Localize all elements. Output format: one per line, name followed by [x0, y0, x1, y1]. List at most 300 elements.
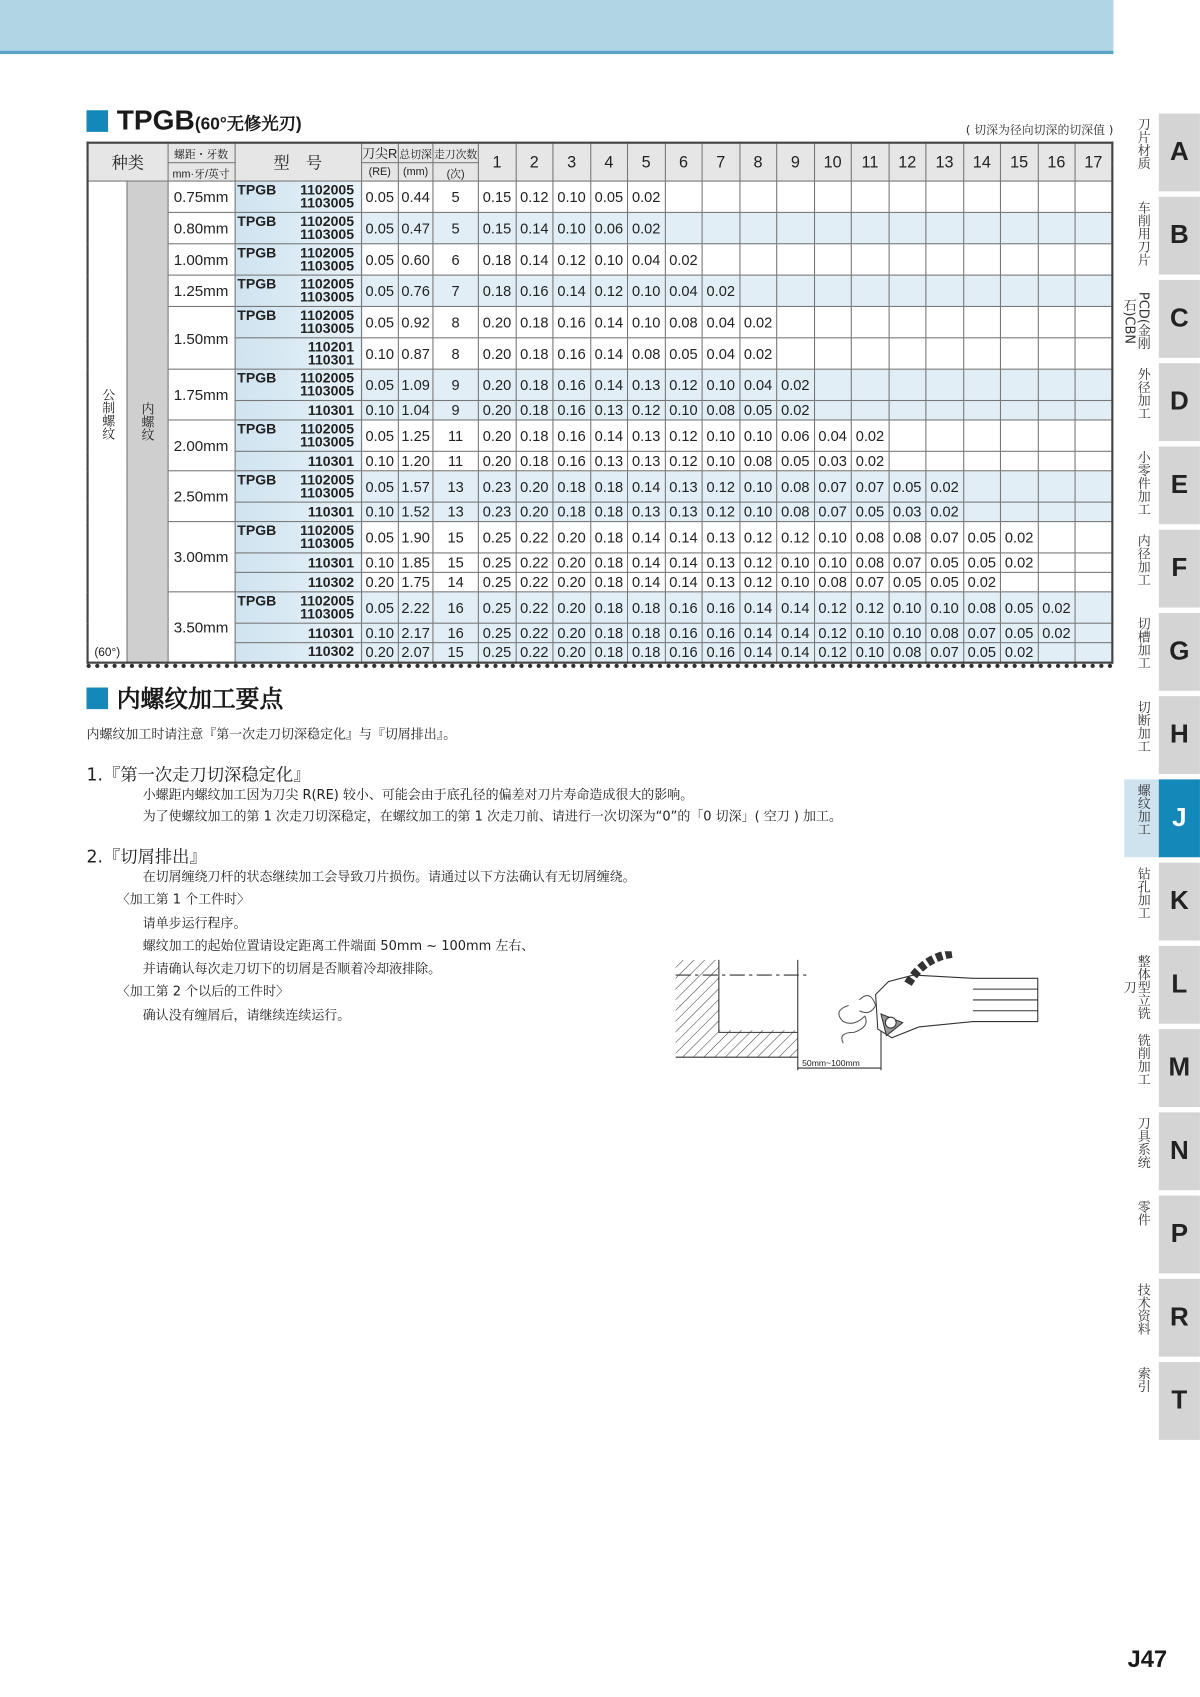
pass-depth-cell: [889, 401, 926, 420]
pass-depth-cell: [814, 401, 851, 420]
pass-depth-cell: 0.02: [777, 369, 814, 400]
pass-depth-cell: [1038, 401, 1075, 420]
model-cell: [235, 522, 361, 553]
header-pass-14: 14: [963, 143, 1000, 181]
pass-depth-cell: [889, 212, 926, 243]
pass-depth-cell: 0.18: [516, 451, 553, 470]
table-row: [88, 244, 1113, 275]
pass-depth-cell: 0.12: [702, 502, 739, 521]
pass-depth-cell: 0.10: [889, 592, 926, 623]
pass-depth-cell: [777, 181, 814, 212]
model-code: 110301: [307, 503, 355, 520]
pitch-cell: 1.25mm: [168, 275, 235, 306]
pass-depth-cell: 0.05: [1000, 623, 1037, 642]
pass-depth-cell: [963, 451, 1000, 470]
pass-depth-cell: 0.05: [665, 338, 702, 369]
pass-depth-cell: [777, 306, 814, 337]
pass-depth-cell: 0.05: [926, 553, 963, 572]
passes-cell: 14: [433, 572, 479, 591]
pitch-cell: 3.00mm: [168, 522, 235, 592]
re-cell: 0.20: [361, 643, 398, 662]
pass-depth-cell: 0.12: [739, 572, 776, 591]
model-code: 110302: [307, 573, 355, 590]
pass-depth-cell: [889, 420, 926, 451]
passes-cell: 6: [433, 244, 479, 275]
pass-depth-cell: [814, 244, 851, 275]
pass-depth-cell: [1000, 451, 1037, 470]
pass-depth-cell: 0.08: [814, 572, 851, 591]
pass-depth-cell: [926, 244, 963, 275]
pass-depth-cell: 0.14: [590, 420, 627, 451]
passes-cell: 16: [433, 592, 479, 623]
pass-depth-cell: 0.13: [665, 471, 702, 502]
pass-depth-cell: [926, 275, 963, 306]
dotted-divider: [86, 664, 1113, 668]
pass-depth-cell: 0.08: [665, 306, 702, 337]
pass-depth-cell: [1000, 275, 1037, 306]
pass-depth-cell: [1038, 522, 1075, 553]
pass-depth-cell: 0.14: [628, 553, 665, 572]
pass-depth-cell: 0.13: [628, 420, 665, 451]
re-cell: 0.05: [361, 306, 398, 337]
pass-depth-cell: 0.10: [926, 592, 963, 623]
pass-depth-cell: 0.18: [478, 275, 515, 306]
model-prefix: TPGB: [237, 471, 277, 488]
pass-depth-cell: 0.08: [889, 522, 926, 553]
sidebar-tab-label: 刀具系统: [1136, 1116, 1152, 1169]
pass-depth-cell: 0.10: [739, 471, 776, 502]
header-pass-11: 11: [851, 143, 888, 181]
pass-depth-cell: 0.02: [1000, 643, 1037, 662]
pass-depth-cell: 0.13: [702, 572, 739, 591]
pass-depth-cell: 0.05: [851, 502, 888, 521]
category-metric-thread: [88, 181, 127, 662]
pass-depth-cell: 0.20: [478, 401, 515, 420]
pass-depth-cell: 0.12: [814, 643, 851, 662]
pass-depth-cell: 0.10: [739, 420, 776, 451]
pass-depth-cell: [739, 275, 776, 306]
pass-depth-cell: 0.02: [628, 181, 665, 212]
pass-depth-cell: 0.12: [516, 181, 553, 212]
header-re-top: 刀尖R: [361, 143, 398, 163]
pass-depth-cell: 0.14: [665, 522, 702, 553]
pass-depth-cell: 0.12: [628, 401, 665, 420]
model-prefix: TPGB: [237, 212, 277, 230]
pass-depth-cell: [777, 275, 814, 306]
sidebar-tab-label: 零件: [1136, 1199, 1152, 1226]
pass-depth-cell: 0.02: [851, 420, 888, 451]
distance-label: 50mm~100mm: [802, 1057, 860, 1068]
sidebar-tab-m[interactable]: [1124, 1029, 1200, 1107]
pass-depth-cell: 0.16: [665, 623, 702, 642]
title-square-icon: [86, 687, 108, 709]
pass-depth-cell: [926, 420, 963, 451]
pass-depth-cell: [1038, 244, 1075, 275]
pass-depth-cell: [1038, 643, 1075, 662]
model-prefix: TPGB: [237, 244, 277, 261]
pass-depth-cell: 0.02: [963, 572, 1000, 591]
header-pass-1: 1: [478, 143, 515, 181]
pass-depth-cell: 0.04: [628, 244, 665, 275]
pass-depth-cell: [1038, 420, 1075, 451]
pass-depth-cell: [851, 306, 888, 337]
pass-depth-cell: 0.08: [777, 471, 814, 502]
model-code: 1102005: [300, 244, 355, 261]
pass-depth-cell: 0.18: [553, 471, 590, 502]
pass-depth-cell: 0.02: [1000, 553, 1037, 572]
title-square-icon: [86, 110, 108, 132]
pass-depth-cell: 0.16: [553, 306, 590, 337]
pass-depth-cell: 0.20: [516, 471, 553, 502]
table-row: [88, 553, 1113, 572]
pass-depth-cell: 0.10: [777, 572, 814, 591]
pass-depth-cell: [1000, 401, 1037, 420]
pass-depth-cell: 0.25: [478, 572, 515, 591]
model-cell: [235, 623, 361, 642]
pass-depth-cell: 0.18: [590, 592, 627, 623]
pass-depth-cell: 0.16: [702, 643, 739, 662]
passes-cell: 13: [433, 502, 479, 521]
pass-depth-cell: [926, 181, 963, 212]
pass-depth-cell: [665, 212, 702, 243]
sidebar-tab-d[interactable]: [1124, 363, 1200, 441]
pass-depth-cell: 0.10: [739, 502, 776, 521]
pass-depth-cell: 0.08: [963, 592, 1000, 623]
pass-depth-cell: [1038, 369, 1075, 400]
re-cell: 0.05: [361, 471, 398, 502]
category-1-label: 公制螺纹: [100, 387, 116, 440]
table-row: [88, 181, 1113, 212]
pass-depth-cell: 0.20: [553, 592, 590, 623]
re-cell: 0.05: [361, 522, 398, 553]
header-pass-12: 12: [889, 143, 926, 181]
pass-depth-cell: 0.08: [851, 553, 888, 572]
pass-depth-cell: 0.05: [963, 553, 1000, 572]
sidebar-tab-j[interactable]: [1124, 779, 1200, 857]
model-prefix: TPGB: [237, 275, 277, 292]
pass-depth-cell: 0.02: [665, 244, 702, 275]
pass-depth-cell: 0.22: [516, 572, 553, 591]
pass-depth-cell: 0.14: [665, 553, 702, 572]
sidebar-tab-p[interactable]: [1124, 1196, 1200, 1274]
pass-depth-cell: 0.12: [739, 553, 776, 572]
depth-cell: 1.20: [398, 451, 432, 470]
pass-depth-cell: 0.14: [590, 369, 627, 400]
pass-depth-cell: 0.20: [478, 338, 515, 369]
pass-depth-cell: [926, 451, 963, 470]
pass-depth-cell: 0.13: [702, 553, 739, 572]
pass-depth-cell: 0.02: [702, 275, 739, 306]
pass-depth-cell: 0.22: [516, 643, 553, 662]
pitch-cell: 0.75mm: [168, 181, 235, 212]
sidebar-tab-e[interactable]: [1124, 446, 1200, 524]
header-band: [0, 0, 1113, 54]
pass-depth-cell: [1000, 572, 1037, 591]
model-code: 110301: [307, 624, 355, 641]
pass-depth-cell: 0.05: [889, 471, 926, 502]
pass-depth-cell: 0.20: [553, 522, 590, 553]
pass-depth-cell: [1000, 420, 1037, 451]
model-code: 1103005: [300, 225, 355, 243]
pass-depth-cell: 0.18: [590, 623, 627, 642]
pass-depth-cell: 0.10: [814, 553, 851, 572]
pass-depth-cell: [963, 275, 1000, 306]
pass-depth-cell: 0.25: [478, 553, 515, 572]
pass-depth-cell: 0.22: [516, 623, 553, 642]
sidebar-tab-letter: J: [1159, 779, 1200, 857]
pass-depth-cell: [814, 212, 851, 243]
pass-depth-cell: 0.05: [889, 572, 926, 591]
pass-depth-cell: [926, 401, 963, 420]
point2-sub2: 〈加工第 2 个以后的工件时〉: [116, 983, 289, 999]
pitch-cell: 3.50mm: [168, 592, 235, 662]
table-body: [88, 181, 1113, 662]
sidebar-tab-label: 切槽加工: [1136, 617, 1152, 670]
model-code: 1102005: [300, 420, 355, 437]
pass-depth-cell: 0.18: [590, 572, 627, 591]
point2-heading: 2.『切屑排出』: [86, 846, 207, 867]
sidebar-tab-l[interactable]: [1124, 946, 1200, 1024]
sidebar-tab-letter: H: [1159, 696, 1200, 774]
model-cell: [235, 643, 361, 662]
title-main: TPGB: [116, 103, 195, 137]
pass-depth-cell: 0.14: [628, 522, 665, 553]
header-passes-top: 走刀次数: [433, 143, 479, 163]
pass-depth-cell: [963, 401, 1000, 420]
pass-depth-cell: 0.08: [851, 522, 888, 553]
pass-depth-cell: [1075, 369, 1112, 400]
pass-depth-cell: 0.05: [590, 181, 627, 212]
pass-depth-cell: 0.02: [1000, 522, 1037, 553]
pass-depth-cell: 0.14: [777, 623, 814, 642]
depth-cell: 2.22: [398, 592, 432, 623]
point2-sub1: 〈加工第 1 个工件时〉: [116, 891, 250, 907]
pass-depth-cell: 0.04: [814, 420, 851, 451]
pass-depth-cell: 0.18: [590, 471, 627, 502]
header-pass-4: 4: [590, 143, 627, 181]
passes-cell: 15: [433, 643, 479, 662]
pass-depth-cell: 0.12: [739, 522, 776, 553]
pass-depth-cell: 0.04: [702, 338, 739, 369]
point2-sub1-line3: 并请确认每次走刀切下的切屑是否顺着冷却液排除。: [142, 961, 442, 977]
table-row: [88, 592, 1113, 623]
model-prefix: TPGB: [237, 420, 277, 437]
pass-depth-cell: [851, 275, 888, 306]
re-cell: 0.05: [361, 181, 398, 212]
pass-depth-cell: 0.20: [553, 553, 590, 572]
pass-depth-cell: 0.02: [1038, 623, 1075, 642]
sidebar-tab-f[interactable]: [1124, 530, 1200, 608]
sidebar-tab-letter: C: [1159, 280, 1200, 358]
pass-depth-cell: 0.18: [590, 502, 627, 521]
sidebar-tab-letter: D: [1159, 363, 1200, 441]
model-cell: [235, 181, 361, 212]
sidebar-tab-n[interactable]: [1124, 1112, 1200, 1190]
pitch-cell: 2.50mm: [168, 471, 235, 522]
pass-depth-cell: 0.10: [553, 181, 590, 212]
pass-depth-cell: [1038, 572, 1075, 591]
pass-depth-cell: 0.22: [516, 522, 553, 553]
pass-depth-cell: 0.18: [628, 643, 665, 662]
passes-cell: 15: [433, 553, 479, 572]
pass-depth-cell: 0.18: [516, 306, 553, 337]
header-pass-9: 9: [777, 143, 814, 181]
pass-depth-cell: 0.10: [628, 306, 665, 337]
model-code: 1102005: [300, 369, 355, 386]
pass-depth-cell: [1075, 451, 1112, 470]
pass-depth-cell: 0.07: [814, 502, 851, 521]
pitch-cell: 2.00mm: [168, 420, 235, 471]
model-cell: [235, 451, 361, 470]
table-row: [88, 306, 1113, 337]
model-code: 1103005: [300, 194, 355, 211]
pass-depth-cell: [1038, 275, 1075, 306]
pass-depth-cell: 0.18: [590, 643, 627, 662]
sidebar-tab-g[interactable]: [1124, 613, 1200, 691]
re-cell: 0.05: [361, 275, 398, 306]
pass-depth-cell: [1000, 338, 1037, 369]
pass-depth-cell: 0.18: [590, 522, 627, 553]
table-row: [88, 471, 1113, 502]
model-cell: [235, 306, 361, 337]
sidebar-tab-h[interactable]: [1124, 696, 1200, 774]
pass-depth-cell: [1075, 553, 1112, 572]
pass-depth-cell: 0.10: [553, 212, 590, 243]
pass-depth-cell: 0.22: [516, 553, 553, 572]
pass-depth-cell: [889, 369, 926, 400]
sidebar-tab-label: 铣削加工: [1136, 1033, 1152, 1086]
pass-depth-cell: 0.12: [553, 244, 590, 275]
pass-depth-cell: [926, 212, 963, 243]
section-title-internal-thread: [86, 681, 283, 715]
pass-depth-cell: [1038, 306, 1075, 337]
pass-depth-cell: [665, 181, 702, 212]
pass-depth-cell: [702, 181, 739, 212]
depth-cell: 0.60: [398, 244, 432, 275]
pass-depth-cell: 0.13: [590, 451, 627, 470]
sidebar-tab-letter: G: [1159, 613, 1200, 691]
pass-depth-cell: 0.12: [814, 592, 851, 623]
pass-depth-cell: [1000, 502, 1037, 521]
sidebar-tab-label: 外径加工: [1136, 367, 1152, 420]
sidebar-tab-letter: A: [1159, 114, 1200, 192]
pass-depth-cell: [1038, 338, 1075, 369]
pass-depth-cell: 0.25: [478, 592, 515, 623]
passes-cell: 11: [433, 420, 479, 451]
pass-depth-cell: [1000, 471, 1037, 502]
pass-depth-cell: 0.20: [553, 623, 590, 642]
pass-depth-cell: [814, 369, 851, 400]
pass-depth-cell: 0.18: [478, 244, 515, 275]
pass-depth-cell: 0.14: [628, 572, 665, 591]
pass-depth-cell: 0.04: [702, 306, 739, 337]
pass-depth-cell: [1038, 181, 1075, 212]
header-model: 型 号: [235, 143, 361, 181]
pass-depth-cell: 0.16: [553, 369, 590, 400]
pass-depth-cell: 0.10: [702, 451, 739, 470]
header-pass-8: 8: [739, 143, 776, 181]
pass-depth-cell: 0.05: [1000, 592, 1037, 623]
model-cell: [235, 471, 361, 502]
pass-depth-cell: 0.10: [628, 275, 665, 306]
pass-depth-cell: [926, 338, 963, 369]
pass-depth-cell: 0.13: [628, 369, 665, 400]
pass-depth-cell: 0.13: [628, 451, 665, 470]
pass-depth-cell: 0.06: [777, 420, 814, 451]
pass-depth-cell: 0.23: [478, 502, 515, 521]
pass-depth-cell: [926, 306, 963, 337]
pass-depth-cell: [963, 369, 1000, 400]
sidebar-tab-letter: K: [1159, 863, 1200, 941]
pass-depth-cell: [851, 181, 888, 212]
pass-depth-cell: [889, 338, 926, 369]
header-re-bottom: (RE): [361, 163, 398, 181]
header-depth-top: 总切深: [398, 143, 432, 163]
pass-depth-cell: 0.16: [516, 275, 553, 306]
sidebar-tab-r[interactable]: [1124, 1279, 1200, 1357]
pass-depth-cell: 0.14: [777, 643, 814, 662]
pass-depth-cell: 0.02: [926, 502, 963, 521]
pass-depth-cell: 0.08: [889, 643, 926, 662]
pitch-cell: 0.80mm: [168, 212, 235, 243]
pass-depth-cell: 0.10: [702, 369, 739, 400]
pass-depth-cell: [777, 212, 814, 243]
point2-sub2-line1: 确认没有缠屑后，请继续连续运行。: [142, 1007, 351, 1023]
re-cell: 0.05: [361, 420, 398, 451]
pass-depth-cell: 0.08: [739, 451, 776, 470]
passes-cell: 5: [433, 181, 479, 212]
category-2-label: 内螺纹: [139, 401, 156, 441]
sidebar-tab-b[interactable]: [1124, 197, 1200, 275]
pass-depth-cell: [851, 212, 888, 243]
sidebar-tab-letter: E: [1159, 446, 1200, 524]
table-row: [88, 572, 1113, 591]
depth-cell: 1.85: [398, 553, 432, 572]
pitch-cell: 1.75mm: [168, 369, 235, 420]
model-cell: [235, 420, 361, 451]
pass-depth-cell: 0.14: [739, 592, 776, 623]
header-pass-17: 17: [1075, 143, 1112, 181]
sidebar-tab-label: 钻孔加工: [1136, 866, 1152, 919]
passes-cell: 9: [433, 401, 479, 420]
model-code: 110201: [307, 338, 355, 355]
model-cell: [235, 553, 361, 572]
model-cell: [235, 244, 361, 275]
sidebar-tab-c[interactable]: [1124, 280, 1200, 358]
pass-depth-cell: [963, 244, 1000, 275]
header-depth-bottom: (mm): [398, 163, 432, 181]
pass-depth-cell: 0.10: [851, 623, 888, 642]
pass-depth-cell: [1075, 212, 1112, 243]
pass-depth-cell: 0.14: [553, 275, 590, 306]
sidebar-tab-a[interactable]: [1124, 114, 1200, 192]
intro-text: 内螺纹加工时请注意『第一次走刀切深稳定化』与『切屑排出』。: [86, 726, 457, 742]
pass-depth-cell: [1000, 212, 1037, 243]
header-pass-7: 7: [702, 143, 739, 181]
model-code: 110301: [307, 554, 355, 571]
sidebar-tab-k[interactable]: [1124, 863, 1200, 941]
pass-depth-cell: 0.15: [478, 212, 515, 243]
section-title-tpgb: [86, 104, 301, 138]
pass-depth-cell: 0.14: [628, 471, 665, 502]
model-code: 1102005: [300, 212, 355, 230]
re-cell: 0.10: [361, 623, 398, 642]
pass-depth-cell: [889, 244, 926, 275]
sidebar-tab-letter: B: [1159, 197, 1200, 275]
model-code: 1103005: [300, 433, 355, 450]
sidebar-tab-t[interactable]: [1124, 1362, 1200, 1440]
pass-depth-cell: 0.20: [516, 502, 553, 521]
